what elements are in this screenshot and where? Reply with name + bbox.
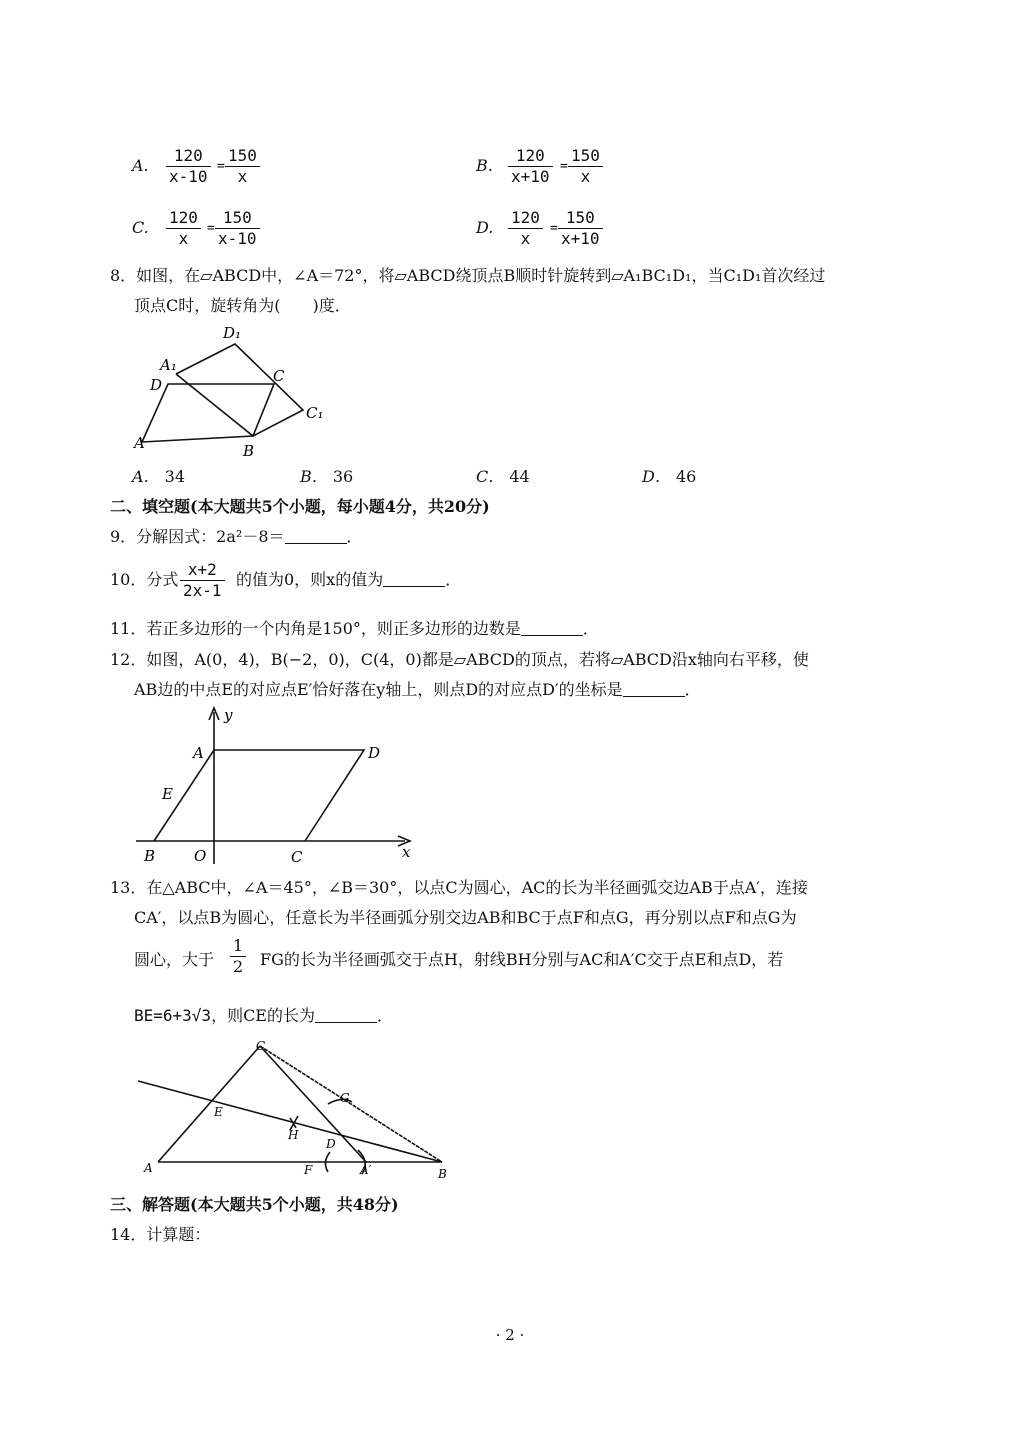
option-b-fraction-right: $\frac{150}{x}$ xyxy=(568,146,603,187)
option-a-fraction-left: $\frac{120}{x-10}$ xyxy=(166,146,211,187)
q13-line3-post: FG的长为半径画弧交于点H，射线BH分别与AC和A′C交于点E和点D，若 xyxy=(260,950,784,969)
q12-line1: 12．如图，A(0，4)，B(−2，0)，C(4，0)都是▱ABCD的顶点，若将▱ABCD沿x轴向右平移，使 xyxy=(110,650,809,669)
label-d: D xyxy=(326,1137,336,1151)
label-o: O xyxy=(194,847,207,865)
q12-figure xyxy=(130,700,420,870)
label-b: B xyxy=(243,442,255,460)
label-c: C xyxy=(273,367,285,385)
q8-choice-a: A． 34 xyxy=(132,467,186,486)
segment-ac xyxy=(158,1046,260,1162)
ray-bh xyxy=(138,1081,442,1162)
q10-fraction: $\frac{x+2}{2x-1}$ xyxy=(180,560,225,601)
q14: 14．计算题： xyxy=(110,1225,211,1244)
q8-choice-c: C． 44 xyxy=(476,467,530,486)
label-g: G xyxy=(340,1091,350,1105)
q9: 9．分解因式：2a²－8＝ ． xyxy=(110,527,363,546)
q13-line4: BE=6+3√3，则CE的长为 ． xyxy=(134,1006,394,1025)
label-a: A xyxy=(144,1161,153,1175)
section-3-heading: 三、解答题(本大题共5个小题，共48分) xyxy=(110,1195,399,1214)
q13-figure xyxy=(130,1034,460,1184)
equals-sign: = xyxy=(207,221,215,236)
option-c-fraction-left: $\frac{120}{x}$ xyxy=(166,208,201,249)
parallelogram-a1bc1d1 xyxy=(176,344,303,436)
label-d: D xyxy=(368,744,381,762)
q8-figure xyxy=(130,318,340,460)
option-a-fraction-right: $\frac{150}{x}$ xyxy=(225,146,260,187)
q13-line3-pre: 圆心，大于 xyxy=(134,950,215,969)
label-a: A xyxy=(193,744,204,762)
q11: 11．若正多边形的一个内角是150°，则正多边形的边数是 ． xyxy=(110,619,599,638)
q13-line2: CA′，以点B为圆心，任意长为半径画弧分别交边AB和BC于点F和点G，再分别以点F和点G为 xyxy=(134,908,797,927)
q10-suffix: 的值为0，则x的值为 ． xyxy=(236,570,462,589)
option-d-fraction-right: $\frac{150}{x+10}$ xyxy=(558,208,603,249)
q8-line2: 顶点C时，旋转角为( )度． xyxy=(134,296,351,315)
label-c: C xyxy=(291,848,303,866)
label-e: E xyxy=(214,1105,223,1119)
segment-a-d-c xyxy=(214,750,364,841)
q8-choice-d: D． 46 xyxy=(642,467,697,486)
label-c1: C₁ xyxy=(306,404,324,422)
one-half-fraction: $\frac{1}{2}$ xyxy=(230,936,246,977)
page-number: · 2 · xyxy=(495,1326,525,1344)
label-a: A xyxy=(134,434,145,452)
label-e: E xyxy=(162,785,173,803)
option-c-label: C. xyxy=(132,218,149,237)
label-y: y xyxy=(224,706,233,724)
option-b-fraction-left: $\frac{120}{x+10}$ xyxy=(508,146,553,187)
label-c: C xyxy=(256,1039,266,1053)
label-h: H xyxy=(288,1128,299,1142)
label-a1: A₁ xyxy=(160,356,177,374)
option-a-label: A. xyxy=(132,156,149,175)
q10-prefix: 10．分式 xyxy=(110,570,179,589)
equals-sign: = xyxy=(550,221,558,236)
q8-line1: 8．如图，在▱ABCD中，∠A＝72°，将▱ABCD绕顶点B顺时针旋转到▱A₁BC₁D₁，当C₁D₁首次经过 xyxy=(110,266,826,285)
option-d-fraction-left: $\frac{120}{x}$ xyxy=(508,208,543,249)
q8-choice-b: B． 36 xyxy=(300,467,354,486)
label-a-prime: A′ xyxy=(360,1163,372,1177)
label-d: D xyxy=(150,376,163,394)
option-d-label: D. xyxy=(476,218,494,237)
section-2-heading: 二、填空题(本大题共5个小题，每小题4分，共20分) xyxy=(110,497,490,516)
q12-line2: AB边的中点E的对应点E′恰好落在y轴上，则点D的对应点D′的坐标是 ． xyxy=(134,680,701,699)
q13-line1: 13．在△ABC中，∠A＝45°，∠B＝30°，以点C为圆心，AC的长为半径画弧交边AB于点A′，连接 xyxy=(110,878,808,897)
option-c-fraction-right: $\frac{150}{x-10}$ xyxy=(215,208,260,249)
label-b: B xyxy=(438,1167,447,1181)
label-d1: D₁ xyxy=(223,324,242,342)
equals-sign: = xyxy=(560,159,568,174)
equals-sign: = xyxy=(217,159,225,174)
label-x: x xyxy=(402,843,411,861)
label-b: B xyxy=(144,847,156,865)
option-b-label: B. xyxy=(476,156,493,175)
label-f: F xyxy=(304,1163,313,1177)
